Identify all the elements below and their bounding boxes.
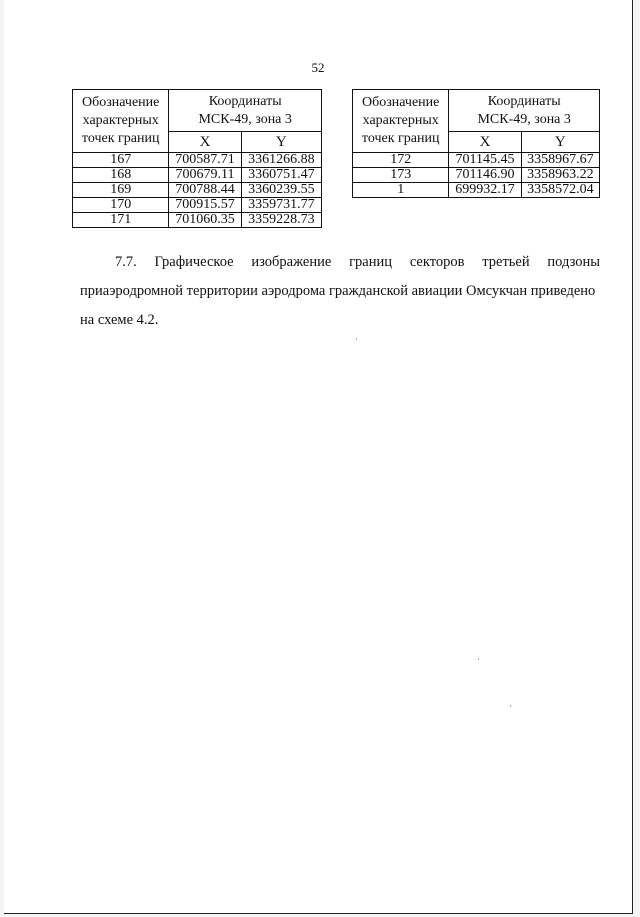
x-column-header: X bbox=[169, 132, 241, 153]
coords-system: МСК-49, зона 3 bbox=[198, 111, 292, 127]
paragraph-word: изображение bbox=[251, 254, 332, 270]
paragraph-word: третьей bbox=[482, 254, 530, 270]
scan-speck bbox=[478, 658, 479, 660]
point-cell: 169 bbox=[73, 183, 169, 198]
x-cell: 700915.57 bbox=[169, 198, 241, 213]
x-column-header: X bbox=[449, 132, 521, 153]
coordinates-header bbox=[169, 90, 322, 132]
table-row bbox=[73, 213, 322, 228]
scan-speck bbox=[510, 705, 511, 707]
header-label-line: точек границ bbox=[361, 131, 440, 146]
header-label-line: точек границ bbox=[81, 131, 160, 146]
point-cell: 170 bbox=[73, 198, 169, 213]
paragraph-word: подзоны bbox=[547, 254, 600, 270]
point-label-header bbox=[353, 90, 449, 153]
x-cell: 701060.35 bbox=[169, 213, 241, 228]
coords-title: Координаты bbox=[487, 93, 561, 109]
paragraph-word: Графическое bbox=[154, 254, 234, 270]
table-row bbox=[353, 153, 600, 168]
point-label-header bbox=[73, 90, 169, 153]
page-number: 52 bbox=[311, 60, 325, 75]
header-label-line: Обозначение bbox=[362, 95, 440, 110]
point-cell: 172 bbox=[353, 153, 449, 168]
x-cell: 700587.71 bbox=[169, 153, 241, 168]
coords-system: МСК-49, зона 3 bbox=[477, 111, 571, 127]
table-row bbox=[73, 183, 322, 198]
x-cell: 701145.45 bbox=[449, 153, 521, 168]
coords-title: Координаты bbox=[208, 93, 282, 109]
paragraph-line-1 bbox=[115, 248, 600, 277]
y-cell: 3359228.73 bbox=[241, 213, 321, 228]
header-label-line: Обозначение bbox=[82, 95, 160, 110]
header-label-line: характерных bbox=[362, 113, 439, 128]
point-cell: 167 bbox=[73, 153, 169, 168]
y-column-header: Y bbox=[521, 132, 599, 153]
section-7-7-paragraph bbox=[80, 248, 600, 335]
point-cell: 171 bbox=[73, 213, 169, 228]
point-cell: 1 bbox=[353, 183, 449, 198]
y-cell: 3361266.88 bbox=[241, 153, 321, 168]
document-page bbox=[4, 0, 633, 914]
x-cell: 699932.17 bbox=[449, 183, 521, 198]
y-cell: 3360751.47 bbox=[241, 168, 321, 183]
table-row bbox=[73, 198, 322, 213]
point-cell: 168 bbox=[73, 168, 169, 183]
y-cell: 3358572.04 bbox=[521, 183, 599, 198]
paragraph-line-2: приаэродромной территории аэродрома гражданской авиации Омсукчан приведено bbox=[80, 283, 596, 299]
x-cell: 700679.11 bbox=[169, 168, 241, 183]
paragraph-word: секторов bbox=[409, 254, 465, 270]
coordinates-header bbox=[449, 90, 600, 132]
header-label-line: характерных bbox=[82, 113, 159, 128]
coordinates-table-right bbox=[352, 89, 600, 198]
table-row bbox=[353, 183, 600, 198]
point-cell: 173 bbox=[353, 168, 449, 183]
paragraph-word: 7.7. bbox=[115, 254, 137, 270]
table-row bbox=[353, 168, 600, 183]
y-cell: 3358963.22 bbox=[521, 168, 599, 183]
x-cell: 701146.90 bbox=[449, 168, 521, 183]
paragraph-line-3: на схеме 4.2. bbox=[80, 312, 159, 328]
coordinates-table-left bbox=[72, 89, 322, 228]
y-column-header: Y bbox=[241, 132, 321, 153]
y-cell: 3360239.55 bbox=[241, 183, 321, 198]
table-row bbox=[73, 168, 322, 183]
x-cell: 700788.44 bbox=[169, 183, 241, 198]
table-row bbox=[73, 153, 322, 168]
scan-speck bbox=[356, 338, 357, 340]
y-cell: 3359731.77 bbox=[241, 198, 321, 213]
y-cell: 3358967.67 bbox=[521, 153, 599, 168]
paragraph-word: границ bbox=[349, 254, 393, 270]
